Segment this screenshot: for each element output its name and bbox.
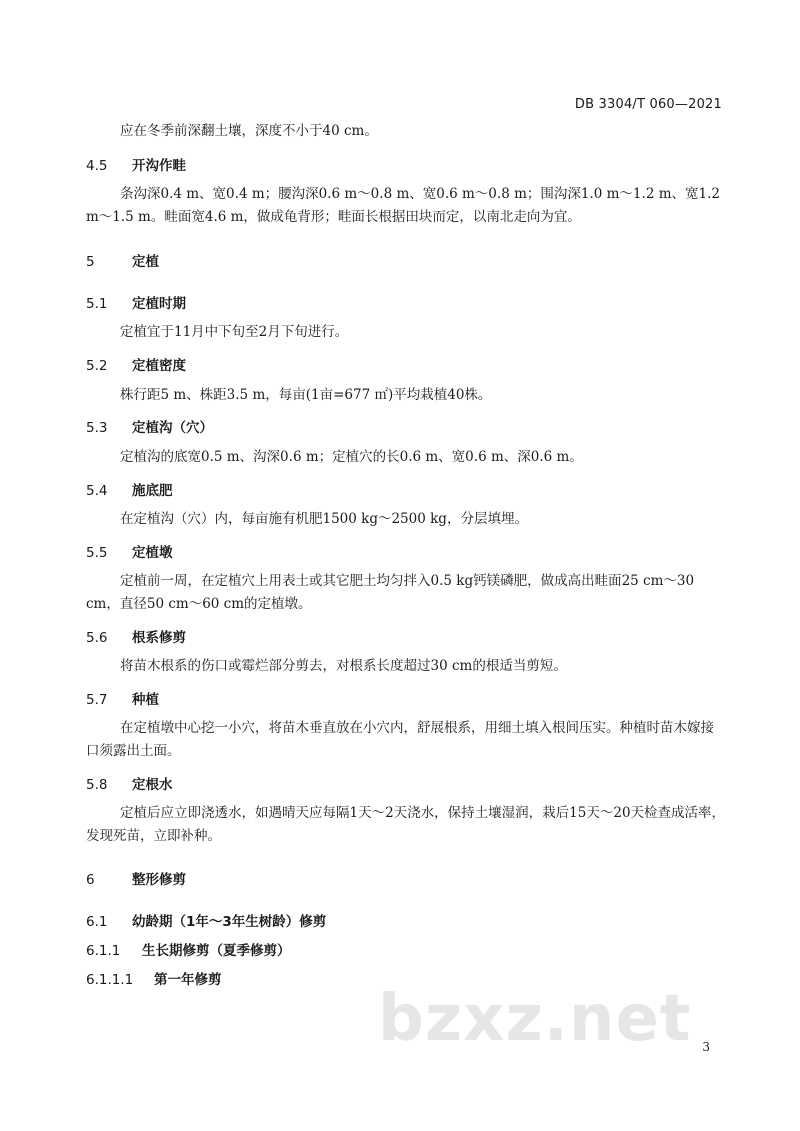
- heading-5: [86, 250, 159, 270]
- heading-title: 开沟作畦: [132, 158, 186, 174]
- heading-number: 6: [86, 872, 95, 888]
- heading-6: [86, 868, 186, 888]
- watermark: bzxz.net: [378, 982, 692, 1056]
- heading-number: 5.5: [86, 545, 108, 561]
- heading-title: 生长期修剪（夏季修剪）: [142, 943, 291, 959]
- heading-title: 定植沟（穴）: [132, 420, 213, 436]
- heading-number: 5.8: [86, 777, 108, 793]
- paragraph-5-8: 定植后应立即浇透水，如遇晴天应每隔1天～2天浇水，保持土壤湿润，栽后15天～20天检查成活率，发现死苗，立即补种。: [86, 805, 726, 844]
- heading-5-6: [86, 626, 186, 646]
- heading-number: 5.2: [86, 358, 108, 374]
- heading-5-5: [86, 541, 173, 561]
- heading-number: 4.5: [86, 158, 108, 174]
- heading-title: 定植时期: [132, 296, 186, 312]
- heading-title: 定植墩: [132, 545, 173, 561]
- heading-5-3: [86, 416, 213, 436]
- paragraph-5-6: 将苗木根系的伤口或霉烂部分剪去，对根系长度超过30 cm的根适当剪短。: [120, 658, 567, 674]
- heading-4-5: [86, 154, 186, 174]
- heading-number: 5.1: [86, 296, 108, 312]
- heading-5-2: [86, 354, 186, 374]
- heading-number: 5.7: [86, 692, 108, 708]
- heading-6-1-1: [86, 939, 291, 959]
- heading-number: 6.1.1: [86, 943, 121, 959]
- heading-number: 6.1.1.1: [86, 972, 134, 988]
- heading-number: 5.4: [86, 483, 108, 499]
- heading-title: 施底肥: [132, 483, 173, 499]
- heading-5-8: [86, 773, 173, 793]
- paragraph-4-5: 条沟深0.4 m、宽0.4 m；腰沟深0.6 m～0.8 m、宽0.6 m～0.8 m；围沟深1.0 m～1.2 m、宽1.2 m～1.5 m。畦面宽4.6 m，做成龟背形；畦面长根据田块而定，以南北走向为宜。: [86, 186, 720, 225]
- paragraph-5-2: 株行距5 m、株距3.5 m，每亩(1亩=677 ㎡)平均栽植40株。: [120, 387, 492, 403]
- heading-5-1: [86, 292, 186, 312]
- heading-number: 6.1: [86, 914, 108, 930]
- paragraph-5-5: 定植前一周，在定植穴上用表土或其它肥土均匀拌入0.5 kg钙镁磷肥，做成高出畦面25 cm～30 cm，直径50 cm～60 cm的定植墩。: [86, 573, 695, 612]
- paragraph-5-3: 定植沟的底宽0.5 m、沟深0.6 m；定植穴的长0.6 m、宽0.6 m、深0.6 m。: [120, 449, 583, 465]
- heading-number: 5: [86, 254, 95, 270]
- heading-title: 根系修剪: [132, 630, 186, 646]
- heading-title: 整形修剪: [132, 872, 186, 888]
- heading-title: 幼龄期（1年～3年生树龄）修剪: [132, 914, 327, 930]
- paragraph-5-1: 定植宜于11月中下旬至2月下旬进行。: [120, 324, 349, 340]
- heading-title: 定植: [132, 254, 159, 270]
- heading-title: 第一年修剪: [154, 972, 222, 988]
- paragraph-5-4: 在定植沟（穴）内，每亩施有机肥1500 kg～2500 kg，分层填埋。: [120, 511, 528, 527]
- heading-6-1: [86, 910, 326, 930]
- heading-6-1-1-1: [86, 968, 222, 988]
- heading-title: 种植: [132, 692, 159, 708]
- heading-5-4: [86, 479, 173, 499]
- heading-title: 定植密度: [132, 358, 186, 374]
- heading-title: 定根水: [132, 777, 173, 793]
- page-number: 3: [702, 1040, 710, 1054]
- heading-number: 5.6: [86, 630, 108, 646]
- standard-number: DB 3304/T 060—2021: [574, 97, 722, 112]
- paragraph-5-7: 在定植墩中心挖一小穴，将苗木垂直放在小穴内，舒展根系，用细土填入根间压实。种植时苗木嫁接口须露出土面。: [86, 720, 714, 759]
- heading-5-7: [86, 688, 159, 708]
- heading-number: 5.3: [86, 420, 108, 436]
- paragraph-4-4: 应在冬季前深翻土壤，深度不小于40 cm。: [120, 123, 378, 139]
